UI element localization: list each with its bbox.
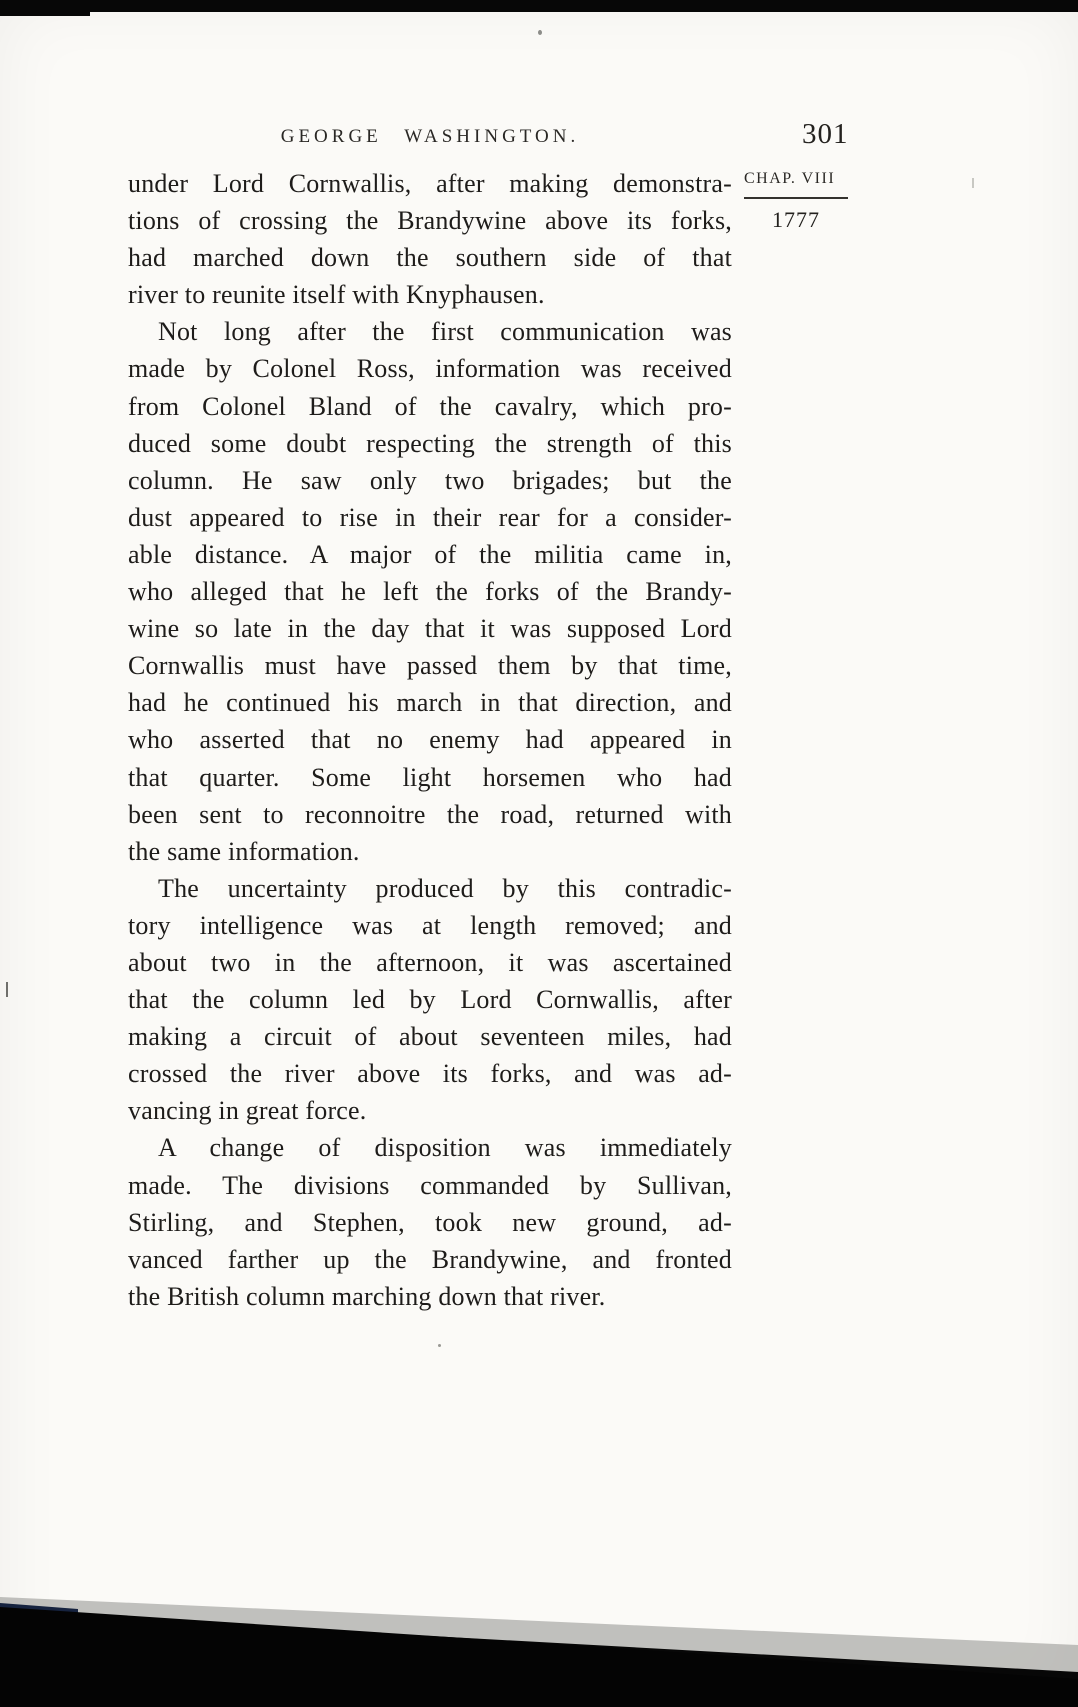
text-line: been sent to reconnoitre the road, returned with [128,799,732,829]
text-line: tions of crossing the Brandywine above its forks, [128,206,732,236]
paragraph [128,165,732,313]
text-line: The uncertainty produced by this contradic- [158,873,732,903]
paragraph [128,870,732,1130]
bottom-scan-wedge [0,1587,1078,1707]
paragraph [128,313,732,869]
text-line: A change of disposition was immediately [158,1133,732,1163]
scan-speck [438,1344,441,1347]
text-line: that quarter. Some light horsemen who had [128,762,732,792]
page-number: 301 [802,118,849,150]
scan-speck [538,30,542,35]
text-line: crossed the river above its forks, and was ad- [128,1059,732,1089]
text-line: dust appeared to rise in their rear for a consider- [128,502,732,532]
chapter-label: CHAP. VIII [744,170,836,187]
text-line: column. He saw only two brigades; but the [128,465,732,495]
text-line: Cornwallis must have passed them by that time, [128,651,732,681]
scan-speck [6,982,8,997]
text-line: river to reunite itself with Knyphausen. [128,280,545,310]
text-line: Not long after the first communication was [158,317,732,347]
text-line: tory intelligence was at length removed; and [128,910,732,940]
text-line: under Lord Cornwallis, after making demonstra- [128,169,732,198]
text-line: vancing in great force. [128,1096,367,1126]
text-line: from Colonel Bland of the cavalry, which pro- [128,391,732,421]
text-line: made. The divisions commanded by Sullivan, [128,1170,732,1200]
text-line: made by Colonel Ross, information was received [128,354,732,384]
text-line: able distance. A major of the militia came in, [128,539,732,569]
paragraph [128,1129,732,1314]
text-line: had he continued his march in that direction, and [128,688,732,718]
text-line: Stirling, and Stephen, took new ground, ad- [128,1207,732,1237]
year-label: 1777 [772,207,820,232]
text-line: wine so late in the day that it was supposed Lord [128,614,732,644]
margin-notes [744,170,856,233]
top-scan-bar [0,0,1078,12]
top-scan-bar-left-nub [0,0,90,16]
scan-speck [972,178,974,188]
text-line: had marched down the southern side of that [128,243,732,273]
text-line: the British column marching down that river. [128,1281,606,1311]
text-line: about two in the afternoon, it was ascertained [128,947,732,977]
text-line: making a circuit of about seventeen miles, had [128,1022,732,1052]
text-block [128,165,732,1315]
running-title: GEORGE WASHINGTON. [280,126,580,147]
text-line: who asserted that no enemy had appeared in [128,725,732,755]
chapter-rule [744,197,848,199]
text-line: the same information. [128,836,360,866]
text-line: vanced farther up the Brandywine, and fronted [128,1244,732,1274]
text-line: that the column led by Lord Cornwallis, after [128,985,732,1015]
text-line: duced some doubt respecting the strength of this [128,428,732,458]
text-line: who alleged that he left the forks of the Brandy- [128,577,732,607]
